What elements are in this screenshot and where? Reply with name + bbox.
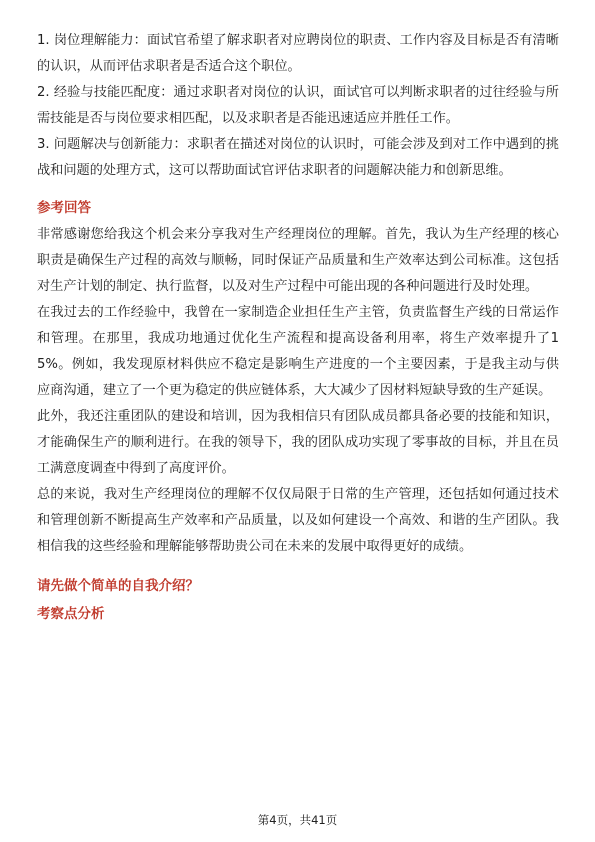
answer-paragraph-3: 此外，我还注重团队的建设和培训，因为我相信只有团队成员都具备必要的技能和知识，才能确保生产的顺利进行。在我的领导下，我的团队成功实现了零事故的目标，并且在员工满意度调查中得到了高度评价。: [37, 409, 559, 476]
assessment-point-3: 3. 问题解决与创新能力：求职者在描述对岗位的认识时，可能会涉及到对工作中遇到的挑战和问题的处理方式，这可以帮助面试官评估求职者的问题解决能力和创新思维。: [37, 137, 559, 178]
answer-paragraph-4: 总的来说，我对生产经理岗位的理解不仅仅局限于日常的生产管理，还包括如何通过技术和管理创新不断提高生产效率和产品质量，以及如何建设一个高效、和谐的生产团队。我相信我的这些经验和理解能够帮助贵公司在未来的发展中取得更好的成绩。: [37, 487, 559, 554]
page-number-footer: 第4页，共41页: [257, 813, 338, 827]
assessment-point-1: 1. 岗位理解能力：面试官希望了解求职者对应聘岗位的职责、工作内容及目标是否有清晰的认识，从而评估求职者是否适合这个职位。: [37, 33, 559, 74]
page-content: [37, 28, 559, 626]
analysis-heading: 考察点分析: [37, 606, 105, 622]
reference-answer-heading: 参考回答: [37, 200, 91, 216]
answer-paragraph-2: 在我过去的工作经验中，我曾在一家制造企业担任生产主管，负责监督生产线的日常运作和管理。在那里，我成功地通过优化生产流程和提高设备利用率，将生产效率提升了15%。例如，我发现原材料供应不稳定是影响生产进度的一个主要因素，于是我主动与供应商沟通，建立了一个更为稳定的供应链体系，大大减少了因材料短缺导致的生产延误。: [37, 305, 559, 398]
assessment-point-2: 2. 经验与技能匹配度：通过求职者对岗位的认识，面试官可以判断求职者的过往经验与所需技能是否与岗位要求相匹配，以及求职者是否能迅速适应并胜任工作。: [37, 85, 559, 126]
answer-paragraph-1: 非常感谢您给我这个机会来分享我对生产经理岗位的理解。首先，我认为生产经理的核心职责是确保生产过程的高效与顺畅，同时保证产品质量和生产效率达到公司标准。这包括对生产计划的制定、执行监督，以及对生产过程中可能出现的各种问题进行及时处理。: [37, 227, 559, 294]
question-heading: 请先做个简单的自我介绍？: [37, 578, 199, 594]
